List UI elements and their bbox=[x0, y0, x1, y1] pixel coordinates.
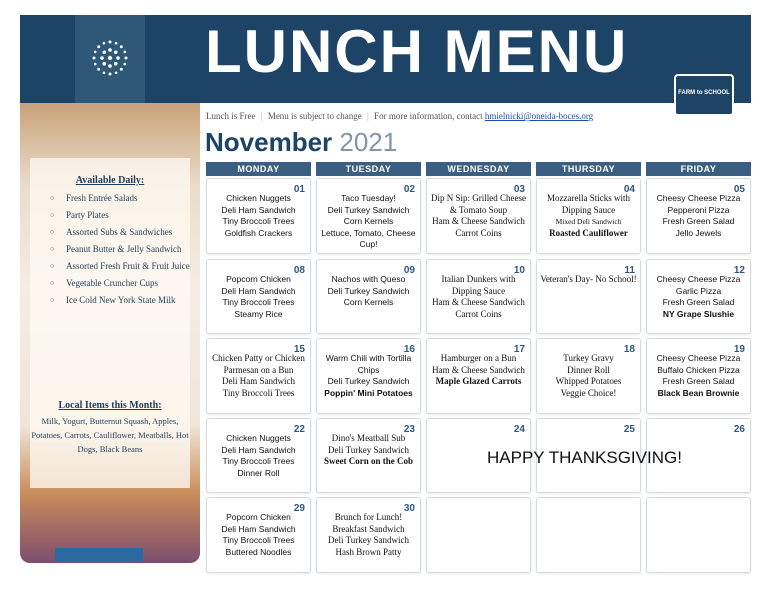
info-bar bbox=[200, 108, 755, 124]
day-number: 11 bbox=[624, 265, 635, 276]
list-item: ○ Assorted Fresh Fruit & Fruit Juice bbox=[50, 258, 200, 275]
menu-item: Tiny Broccoli Trees bbox=[222, 297, 295, 307]
day-number: 24 bbox=[513, 424, 525, 435]
calendar-day-cell bbox=[316, 418, 421, 493]
menu-item: Fresh Green Salad bbox=[662, 216, 735, 226]
calendar-day-cell bbox=[646, 178, 751, 254]
day-number: 29 bbox=[293, 503, 305, 514]
menu-item: Carrot Coins bbox=[455, 308, 502, 319]
info-separator: | bbox=[260, 111, 263, 121]
menu-items bbox=[207, 433, 310, 479]
calendar-day-cell bbox=[316, 178, 421, 254]
calendar-day-cell bbox=[206, 338, 311, 414]
calendar-day-cell bbox=[646, 338, 751, 414]
menu-items bbox=[207, 353, 310, 399]
calendar-day-cell bbox=[536, 259, 641, 334]
menu-item: Lettuce, Tomato, Cheese Cup! bbox=[321, 227, 416, 249]
day-number: 16 bbox=[403, 344, 415, 355]
menu-item: Nachos with Queso bbox=[331, 274, 406, 284]
menu-item: Deli Turkey Sandwich bbox=[328, 444, 409, 455]
menu-item: Ham & Cheese Sandwich bbox=[432, 364, 525, 375]
menu-item: Dinner Roll bbox=[237, 467, 280, 478]
holiday-message: HAPPY THANKSGIVING! bbox=[487, 448, 682, 467]
calendar-day-cell bbox=[206, 497, 311, 573]
menu-item: Brunch for Lunch! bbox=[334, 512, 403, 522]
menu-item: NY Grape Slushie bbox=[662, 308, 735, 319]
menu-item: Carrot Coins bbox=[455, 227, 502, 238]
menu-item: Sweet Corn on the Cob bbox=[324, 456, 413, 466]
local-items-title: Local Items this Month: bbox=[58, 400, 162, 411]
menu-items bbox=[317, 353, 420, 399]
menu-item: Whipped Potatoes bbox=[555, 376, 622, 386]
info-change: Menu is subject to change bbox=[267, 111, 362, 121]
calendar-day-cell bbox=[536, 338, 641, 414]
year: 2021 bbox=[339, 127, 398, 157]
menu-item: Turkey Gravy bbox=[563, 353, 614, 363]
menu-item: Deli Turkey Sandwich bbox=[328, 535, 409, 545]
list-item: ○ Assorted Subs & Sandwiches bbox=[50, 224, 200, 241]
menu-item: Deli Ham Sandwich bbox=[221, 523, 296, 534]
menu-item: Hash Brown Patty bbox=[335, 546, 402, 557]
menu-item: Taco Tuesday! bbox=[341, 193, 396, 203]
menu-items bbox=[207, 274, 310, 320]
menu-item: Cheesy Cheese Pizza bbox=[656, 274, 741, 284]
info-separator: | bbox=[367, 111, 369, 121]
menu-item: Chicken Nuggets bbox=[226, 193, 291, 203]
day-number: 09 bbox=[403, 265, 415, 276]
calendar-day-cell bbox=[646, 497, 751, 573]
day-header: THURSDAY bbox=[536, 162, 641, 176]
menu-items bbox=[647, 193, 750, 239]
menu-item: Dino's Meatball Sub bbox=[331, 433, 406, 443]
calendar-day-cell bbox=[426, 338, 531, 414]
menu-item: Corn Kernels bbox=[343, 297, 394, 307]
menu-item: Goldfish Crackers bbox=[224, 227, 293, 238]
menu-item: Mozzarella Sticks with Dipping Sauce bbox=[547, 193, 630, 215]
menu-item: Ham & Cheese Sandwich bbox=[432, 216, 525, 226]
menu-item: Popcorn Chicken bbox=[226, 512, 291, 522]
calendar-day-cell bbox=[206, 418, 311, 493]
menu-item: Steamy Rice bbox=[234, 308, 283, 319]
day-number: 18 bbox=[623, 344, 635, 355]
sidebar bbox=[20, 103, 200, 563]
day-header: TUESDAY bbox=[316, 162, 421, 176]
menu-item: Pepperoni Pizza bbox=[667, 204, 730, 215]
list-item: ○ Peanut Butter & Jelly Sandwich bbox=[50, 241, 200, 258]
farm-to-school-label: FARM to SCHOOL bbox=[678, 90, 730, 96]
calendar-day-cell bbox=[426, 178, 531, 254]
calendar-day-cell bbox=[426, 259, 531, 334]
day-number: 08 bbox=[293, 265, 305, 276]
calendar-day-cell bbox=[316, 497, 421, 573]
day-number: 22 bbox=[293, 424, 305, 435]
calendar-day-cell bbox=[316, 259, 421, 334]
menu-item: Deli Ham Sandwich bbox=[222, 376, 295, 386]
day-number: 19 bbox=[733, 344, 745, 355]
local-items-text: Milk, Yogurt, Butternut Squash, Apples, Potatoes, Carrots, Cauliflower, Meatballs, Hot Dogs, Black Beans bbox=[31, 416, 189, 454]
menu-items bbox=[537, 353, 640, 399]
menu-item: Corn Kernels bbox=[343, 216, 394, 226]
day-header: MONDAY bbox=[206, 162, 311, 176]
menu-item: Cheesy Cheese Pizza bbox=[656, 193, 741, 203]
menu-item: Fresh Green Salad bbox=[662, 297, 735, 307]
menu-items bbox=[317, 274, 420, 309]
menu-item: Garlic Pizza bbox=[675, 285, 722, 296]
available-daily-list bbox=[50, 190, 200, 309]
day-number: 15 bbox=[293, 344, 305, 355]
menu-item: Deli Ham Sandwich bbox=[221, 204, 296, 215]
menu-item: Buttered Noodles bbox=[225, 546, 292, 557]
info-contact: For more information, contact bbox=[374, 111, 483, 121]
menu-item: Dip N Sip: Grilled Cheese & Tomato Soup bbox=[431, 193, 526, 215]
menu-items bbox=[317, 512, 420, 558]
menu-item: Mixed Deli Sandwich bbox=[555, 217, 622, 226]
menu-item: Deli Turkey Sandwich bbox=[327, 204, 410, 215]
page-title: LUNCH MENU bbox=[205, 18, 629, 85]
menu-item: Hamburger on a Bun bbox=[440, 353, 517, 363]
day-number: 17 bbox=[513, 344, 525, 355]
day-number: 30 bbox=[403, 503, 415, 514]
day-number: 03 bbox=[513, 184, 525, 195]
month-heading bbox=[205, 126, 397, 158]
day-number: 01 bbox=[293, 184, 305, 195]
menu-item: Dinner Roll bbox=[567, 364, 610, 375]
menu-item: Italian Dunkers with Dipping Sauce bbox=[441, 274, 516, 296]
menu-item: Deli Ham Sandwich bbox=[221, 285, 296, 296]
menu-item: Tiny Broccoli Trees bbox=[222, 456, 295, 466]
menu-items bbox=[317, 193, 420, 251]
menu-item: Popcorn Chicken bbox=[226, 274, 291, 284]
menu-item: Fresh Green Salad bbox=[662, 376, 735, 386]
menu-item: Jello Jewels bbox=[675, 227, 722, 238]
info-free: Lunch is Free bbox=[206, 111, 256, 121]
menu-item: Ham & Cheese Sandwich bbox=[432, 297, 525, 307]
day-header: WEDNESDAY bbox=[426, 162, 531, 176]
menu-item: Tiny Broccoli Trees bbox=[222, 387, 295, 398]
menu-items bbox=[207, 512, 310, 558]
day-number: 12 bbox=[733, 265, 745, 276]
menu-item: Tiny Broccoli Trees bbox=[222, 535, 295, 545]
menu-item: Warm Chili with Tortilla Chips bbox=[325, 353, 412, 375]
day-number: 04 bbox=[623, 184, 635, 195]
day-number: 10 bbox=[513, 265, 525, 276]
day-header: FRIDAY bbox=[646, 162, 751, 176]
list-item: ○ Ice Cold New York State Milk bbox=[50, 292, 200, 309]
menu-item: Buffalo Chicken Pizza bbox=[657, 364, 740, 375]
list-item: ○ Vegetable Cruncher Cups bbox=[50, 275, 200, 292]
calendar-day-cell bbox=[206, 178, 311, 254]
available-daily-title: Available Daily: bbox=[75, 175, 145, 186]
calendar-day-cell bbox=[536, 178, 641, 254]
day-number: 02 bbox=[403, 184, 415, 195]
menu-item: Veteran's Day- No School! bbox=[540, 274, 637, 284]
menu-item: Deli Turkey Sandwich bbox=[327, 285, 410, 296]
menu-item: Veggie Choice! bbox=[560, 387, 617, 398]
menu-item: Chicken Patty or Chicken Parmesan on a Bun bbox=[212, 353, 305, 375]
menu-item: Roasted Cauliflower bbox=[549, 227, 628, 238]
menu-item: Maple Glazed Carrots bbox=[435, 376, 522, 386]
calendar-day-cell bbox=[316, 338, 421, 414]
menu-item: Deli Ham Sandwich bbox=[221, 444, 296, 455]
menu-items bbox=[537, 193, 640, 239]
day-number: 23 bbox=[403, 424, 415, 435]
menu-item: Chicken Nuggets bbox=[226, 433, 291, 443]
menu-item: Tiny Broccoli Trees bbox=[222, 216, 295, 226]
contact-email-link[interactable]: hmielnicki@oneida-boces.org bbox=[484, 111, 594, 121]
menu-item: Poppin' Mini Potatoes bbox=[324, 387, 413, 398]
menu-items bbox=[427, 274, 530, 320]
list-item: ○ Party Plates bbox=[50, 207, 200, 224]
list-item: ○ Fresh Entrée Salads bbox=[50, 190, 200, 207]
month-name: November bbox=[205, 127, 333, 157]
calendar-day-cell bbox=[646, 259, 751, 334]
day-number: 25 bbox=[623, 424, 635, 435]
calendar-day-cell bbox=[536, 497, 641, 573]
menu-items bbox=[427, 353, 530, 388]
calendar-day-cell bbox=[426, 497, 531, 573]
menu-item: Cheesy Cheese Pizza bbox=[656, 353, 741, 363]
menu-items bbox=[427, 193, 530, 239]
school-logo bbox=[55, 548, 143, 562]
menu-item: Deli Turkey Sandwich bbox=[327, 376, 410, 386]
menu-items bbox=[647, 353, 750, 399]
day-number: 05 bbox=[733, 184, 745, 195]
menu-items bbox=[317, 433, 420, 468]
menu-item: Breakfast Sandwich bbox=[332, 523, 405, 534]
dots-burst-icon bbox=[87, 35, 133, 81]
calendar-day-cell bbox=[206, 259, 311, 334]
menu-item: Black Bean Brownie bbox=[657, 387, 740, 398]
menu-items bbox=[537, 274, 640, 286]
day-number: 26 bbox=[733, 424, 745, 435]
menu-items bbox=[647, 274, 750, 320]
farm-to-school-logo bbox=[674, 74, 734, 116]
menu-items bbox=[207, 193, 310, 239]
